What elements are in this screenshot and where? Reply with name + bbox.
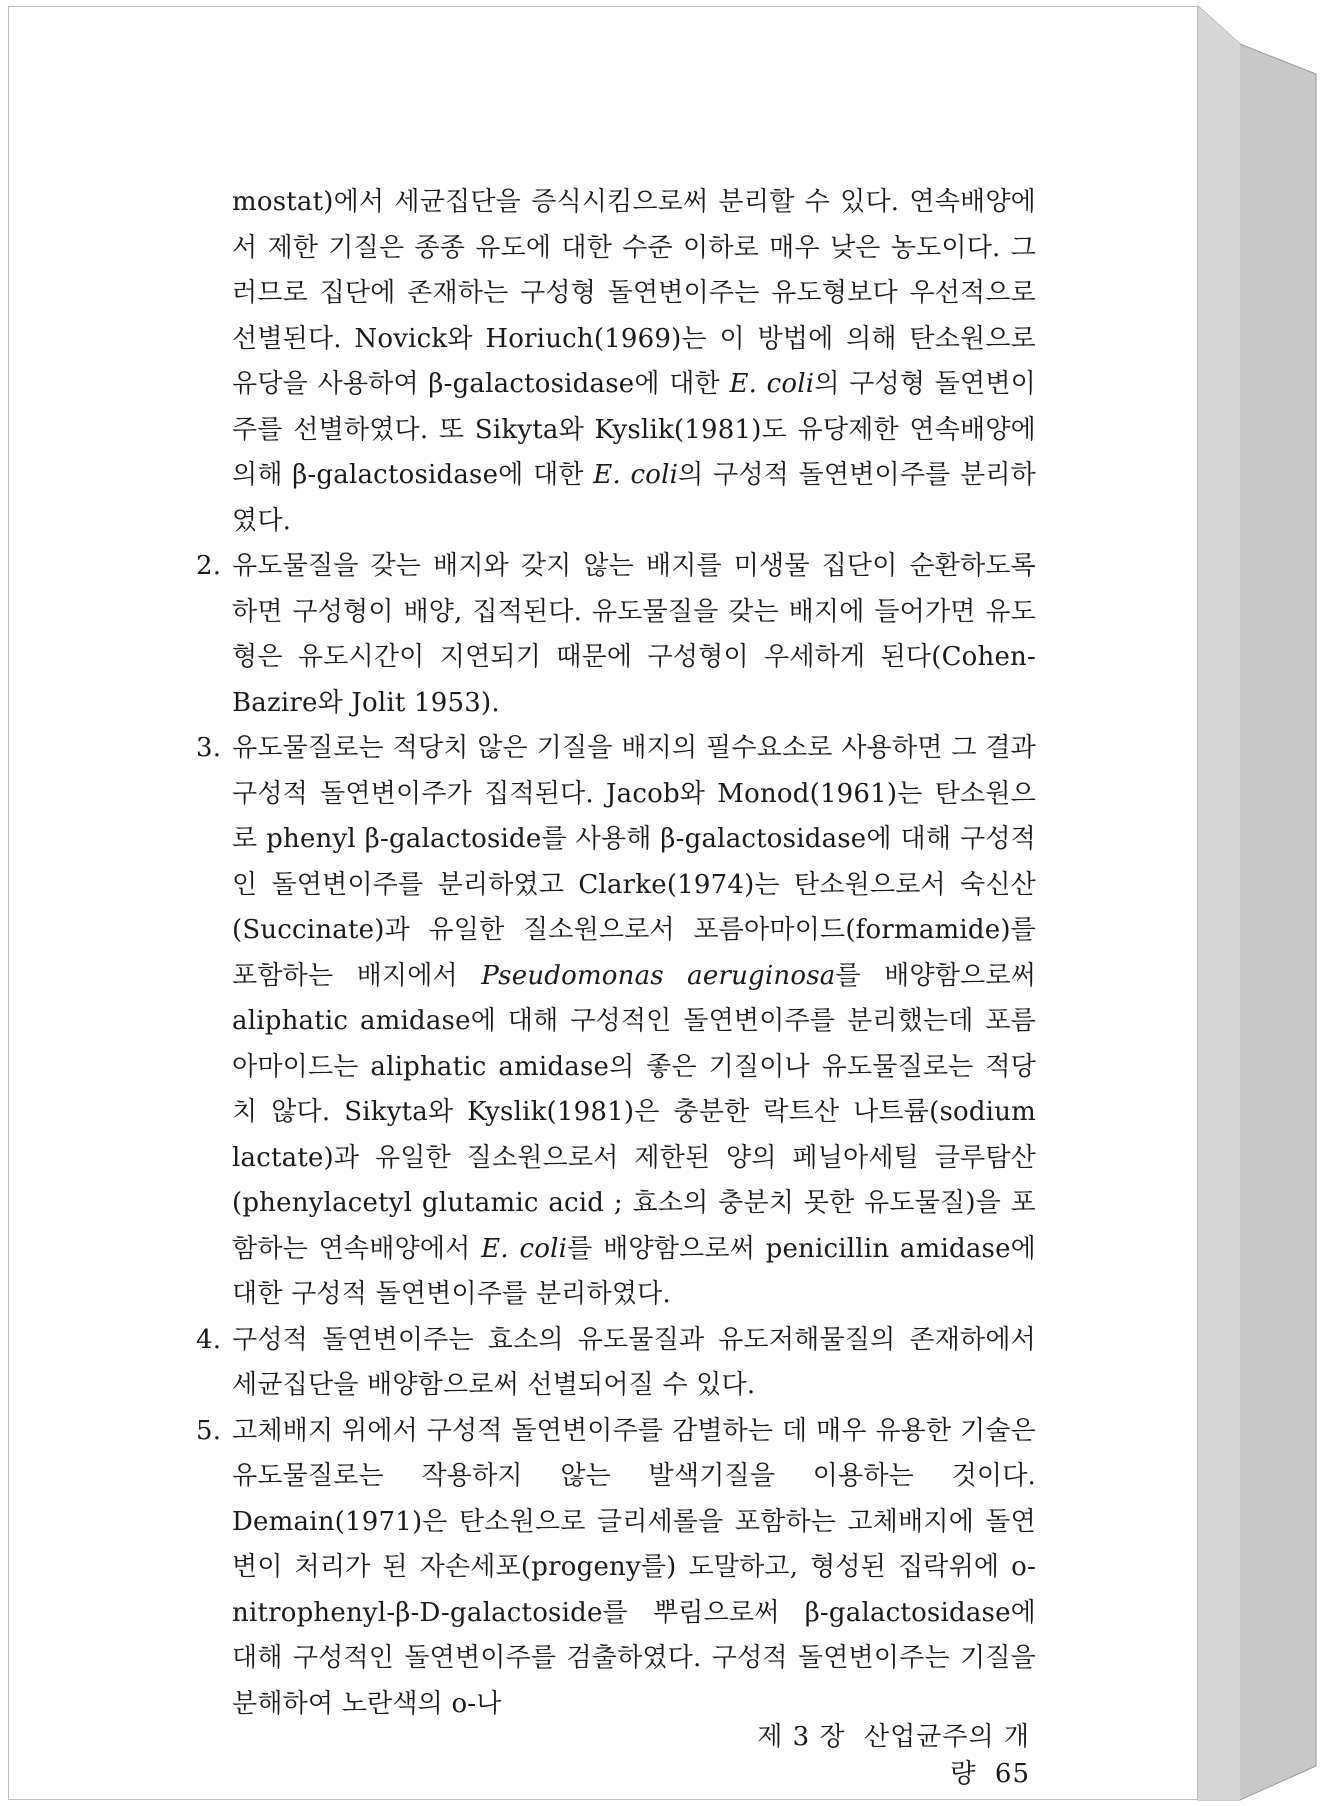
chapter-title: 산업균주의 개량 bbox=[864, 1722, 1030, 1789]
list-item-number: 3. bbox=[196, 733, 222, 763]
species-name: E. coli bbox=[593, 460, 679, 490]
intro-paragraph: mostat)에서 세균집단을 증식시킴으로써 분리할 수 있다. 연속배양에서 제한 기질은 종종 유도에 대한 수준 이하로 매우 낮은 농도이다. 그러므로 집단에 존재하는 구성형 돌연변이주는 유도형보다 우선적으로 선별된다. Novick와 Horiuch(1969)는 이 방법에 의해 탄소원으로 유당을 사용하여 β-galactosidase에 대한 E. coli의 구성형 돌연변이주를 선별하였다. 또 Sikyta와 Kyslik(1981)도 유당제한 연속배양에 의해 β-galactosidase에 대한 E. coli의 구성적 돌연변이주를 분리하였다. bbox=[232, 187, 1036, 536]
list-item-number: 4. bbox=[196, 1324, 222, 1355]
list-item-text: 고체배지 위에서 구성적 돌연변이주를 감별하는 데 매우 유용한 기술은 유도물질로는 작용하지 않는 발색기질을 이용하는 것이다. Demain(1971)은 탄소원으로 글리세롤을 포함하는 고체배지에 돌연변이 처리가 된 자손세포(progeny를) 도말하고, 형성된 집락위에 o-nitrophenyl-β-D-galactoside를 뿌림으로써 β-galactosidase에 대해 구성적인 돌연변이주를 검출하였다. 구성적 돌연변이주는 기질을 분해하여 노란색의 o-나 bbox=[232, 1415, 1036, 1719]
page-footer bbox=[700, 1716, 1030, 1790]
list-item-text: 구성적 돌연변이주는 효소의 유도물질과 유도저해물질의 존재하에서 세균집단을 배양함으로써 선별되어질 수 있다. bbox=[232, 1324, 1036, 1400]
list-item-text: 유도물질을 갖는 배지와 갖지 않는 배지를 미생물 집단이 순환하도록 하면 구성형이 배양, 집적된다. 유도물질을 갖는 배지에 들어가면 유도형은 유도시간이 지연되기 때문에 구성형이 우세하게 된다(Cohen-Bazire와 Jolit 1953). bbox=[232, 551, 1036, 718]
body-text bbox=[196, 180, 1036, 1727]
list-item-3: 3. 유도물질로는 적당치 않은 기질을 배지의 필수요소로 사용하면 그 결과 구성적 돌연변이주가 집적된다. Jacob와 Monod(1961)는 탄소원으로 phenyl β-galactoside를 사용해 β-galactosidase에 대해 구성적인 돌연변이주를 분리하였고 Clarke(1974)는 탄소원으로서 숙신산(Succinate)과 유일한 질소원으로서 포름아마이드(formamide)를 포함하는 배지에서 Pseudomonas aeruginosa를 배양함으로써 aliphatic amidase에 대해 구성적인 돌연변이주를 분리했는데 포름아마이드는 aliphatic amidase의 좋은 기질이나 유도물질로는 적당치 않다. Sikyta와 Kyslik(1981)은 충분한 락트산 나트륨(sodium lactate)과 유일한 질소원으로서 제한된 양의 페닐아세틸 글루탐산(phenylacetyl glutamic acid ; 효소의 충분치 못한 유도물질)을 포함하는 연속배양에서 E. coli를 배양함으로써 penicillin amidase에 대한 구성적 돌연변이주를 분리하였다. bbox=[196, 726, 1036, 1318]
species-name: E. coli bbox=[481, 1233, 568, 1264]
list-item-number: 2. bbox=[196, 551, 222, 581]
species-name: E. coli bbox=[729, 369, 815, 399]
list-item-5 bbox=[196, 1409, 1036, 1728]
list-item-number: 5. bbox=[196, 1415, 222, 1446]
chapter-label: 제 3 장 bbox=[757, 1722, 846, 1752]
list-item-2 bbox=[196, 544, 1036, 726]
page-number: 65 bbox=[994, 1759, 1030, 1789]
list-item-4 bbox=[196, 1318, 1036, 1409]
species-name: Pseudomonas aeruginosa bbox=[481, 960, 836, 991]
